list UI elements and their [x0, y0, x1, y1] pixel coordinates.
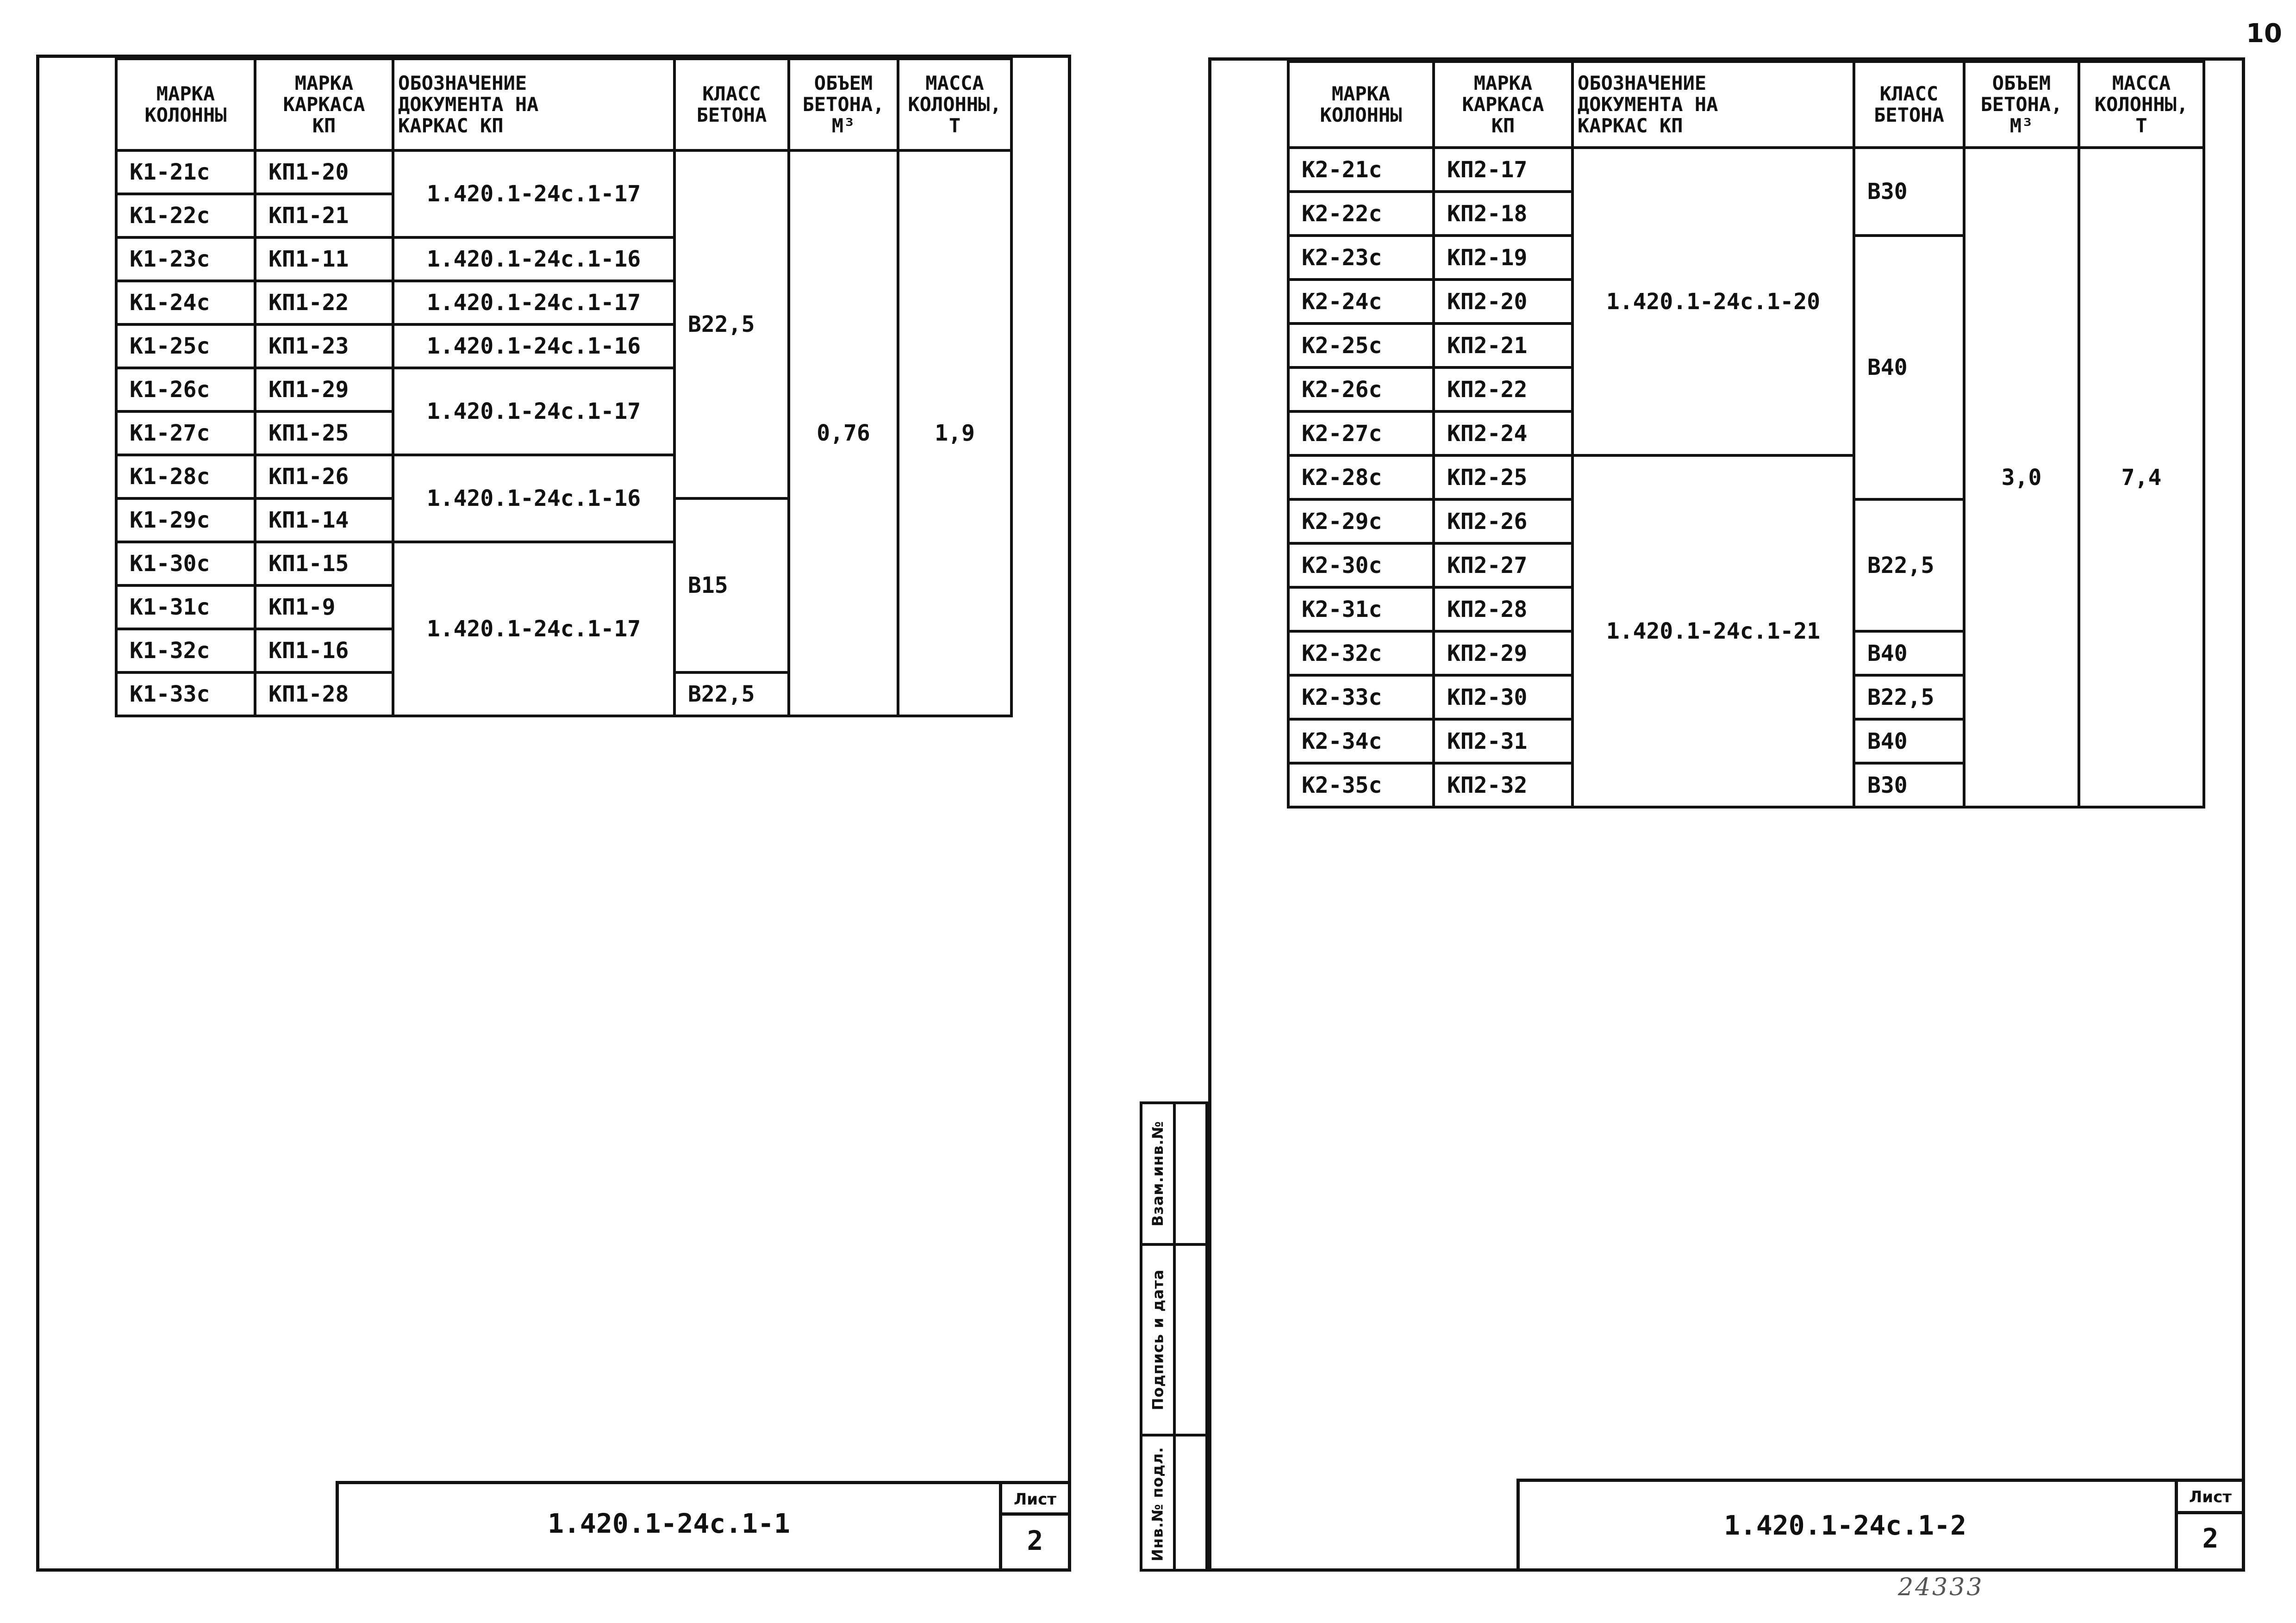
concrete-class: В30: [1854, 763, 1964, 807]
column-mark: К2-23с: [1288, 236, 1434, 280]
frame-mark: КП1-29: [255, 368, 393, 411]
frame-mark: КП2-28: [1434, 587, 1572, 631]
frame-mark: КП1-26: [255, 455, 393, 498]
frame-mark: КП2-17: [1434, 148, 1572, 192]
side-strip-inner-divider: [1173, 1104, 1176, 1569]
frame-mark: КП2-25: [1434, 455, 1572, 499]
column-mark: К1-32с: [116, 629, 255, 672]
column-mark: К2-26с: [1288, 367, 1434, 411]
frame-mark: КП2-19: [1434, 236, 1572, 280]
concrete-class: В22,5: [1854, 499, 1964, 631]
left-sheet-label: Лист: [1014, 1490, 1056, 1509]
concrete-class: В22,5: [1854, 675, 1964, 719]
header-column-mark: МАРКА КОЛОННЫ: [116, 59, 255, 150]
table-row: [1288, 148, 2204, 192]
header-concrete-class: КЛАСС БЕТОНА: [674, 59, 789, 150]
document-designation: 1.420.1-24с.1-16: [393, 455, 674, 542]
column-mark: К2-29с: [1288, 499, 1434, 543]
header-column-mass: МАССА КОЛОННЫ, Т: [2079, 62, 2204, 148]
right-sheet-number: 2: [2202, 1523, 2219, 1554]
side-cell-original-inv: Инв.№ подл.: [1149, 1447, 1167, 1561]
column-mark: К1-33с: [116, 672, 255, 716]
left-sheet-number: 2: [1027, 1525, 1043, 1556]
concrete-class: В40: [1854, 236, 1964, 499]
header-concrete-volume: ОБЪЕМ БЕТОНА, М³: [1964, 62, 2079, 148]
column-mark: К1-28с: [116, 455, 255, 498]
column-mark: К2-35с: [1288, 763, 1434, 807]
column-mark: К1-21с: [116, 150, 255, 194]
column-mass: 7,4: [2079, 148, 2204, 807]
frame-mark: КП2-20: [1434, 280, 1572, 323]
right-sheet-label-divider: [2175, 1511, 2245, 1514]
frame-mark: КП1-20: [255, 150, 393, 194]
table-row: [116, 150, 1011, 194]
document-designation: 1.420.1-24с.1-16: [393, 237, 674, 281]
column-mark: К1-29с: [116, 498, 255, 542]
header-document: ОБОЗНАЧЕНИЕ ДОКУМЕНТА НА КАРКАС КП: [393, 59, 674, 150]
frame-mark: КП2-22: [1434, 367, 1572, 411]
frame-mark: КП1-23: [255, 324, 393, 368]
column-mark: К2-22с: [1288, 192, 1434, 236]
concrete-class: В15: [674, 498, 789, 672]
header-frame-mark: МАРКА КАРКАСА КП: [255, 59, 393, 150]
archive-number: 24333: [1898, 1573, 1984, 1601]
column-mark: К2-31с: [1288, 587, 1434, 631]
column-mark: К2-33с: [1288, 675, 1434, 719]
document-designation: 1.420.1-24с.1-20: [1572, 148, 1854, 455]
side-cell-replacement-inv: Взам.инв.№: [1149, 1120, 1167, 1227]
concrete-volume: 3,0: [1964, 148, 2079, 807]
frame-mark: КП1-16: [255, 629, 393, 672]
side-cell-signature-date: Подпись и дата: [1149, 1269, 1167, 1411]
frame-mark: КП2-26: [1434, 499, 1572, 543]
frame-mark: КП1-25: [255, 411, 393, 455]
column-mark: К1-30с: [116, 542, 255, 585]
document-designation: 1.420.1-24с.1-21: [1572, 455, 1854, 807]
frame-mark: КП1-28: [255, 672, 393, 716]
column-mark: К2-27с: [1288, 411, 1434, 455]
frame-mark: КП2-21: [1434, 323, 1572, 367]
header-column-mark: МАРКА КОЛОННЫ: [1288, 62, 1434, 148]
concrete-class: В40: [1854, 719, 1964, 763]
column-mark: К1-31с: [116, 585, 255, 629]
frame-mark: КП1-21: [255, 194, 393, 237]
frame-mark: КП2-31: [1434, 719, 1572, 763]
document-designation: 1.420.1-24с.1-17: [393, 368, 674, 455]
column-mark: К1-24с: [116, 281, 255, 324]
column-mark: К1-23с: [116, 237, 255, 281]
right-header-row: [1288, 62, 2204, 148]
page-number: 10: [2246, 19, 2282, 49]
header-document: ОБОЗНАЧЕНИЕ ДОКУМЕНТА НА КАРКАС КП: [1572, 62, 1854, 148]
column-mark: К2-24с: [1288, 280, 1434, 323]
left-spec-table: [115, 57, 1013, 717]
column-mark: К1-25с: [116, 324, 255, 368]
right-spec-table: [1287, 60, 2205, 808]
column-mark: К1-27с: [116, 411, 255, 455]
concrete-volume: 0,76: [789, 150, 898, 716]
frame-mark: КП1-15: [255, 542, 393, 585]
frame-mark: КП2-18: [1434, 192, 1572, 236]
document-designation: 1.420.1-24с.1-17: [393, 150, 674, 237]
column-mark: К2-30с: [1288, 543, 1434, 587]
frame-mark: КП1-22: [255, 281, 393, 324]
document-designation: 1.420.1-24с.1-17: [393, 542, 674, 716]
column-mark: К2-32с: [1288, 631, 1434, 675]
right-sheet-label: Лист: [2189, 1488, 2232, 1506]
document-designation: 1.420.1-24с.1-16: [393, 324, 674, 368]
concrete-class: В22,5: [674, 150, 789, 498]
frame-mark: КП2-30: [1434, 675, 1572, 719]
frame-mark: КП1-9: [255, 585, 393, 629]
frame-mark: КП1-14: [255, 498, 393, 542]
frame-mark: КП2-29: [1434, 631, 1572, 675]
concrete-class: В30: [1854, 148, 1964, 236]
concrete-class: В40: [1854, 631, 1964, 675]
column-mark: К1-22с: [116, 194, 255, 237]
side-stamp-strip: [1140, 1101, 1208, 1572]
column-mark: К2-25с: [1288, 323, 1434, 367]
frame-mark: КП1-11: [255, 237, 393, 281]
left-header-row: [116, 59, 1011, 150]
column-mark: К1-26с: [116, 368, 255, 411]
document-designation: 1.420.1-24с.1-17: [393, 281, 674, 324]
header-concrete-class: КЛАСС БЕТОНА: [1854, 62, 1964, 148]
right-sheet-cell-divider: [2175, 1479, 2178, 1572]
frame-mark: КП2-27: [1434, 543, 1572, 587]
frame-mark: КП2-24: [1434, 411, 1572, 455]
column-mark: К2-34с: [1288, 719, 1434, 763]
header-concrete-volume: ОБЪЕМ БЕТОНА, М³: [789, 59, 898, 150]
frame-mark: КП2-32: [1434, 763, 1572, 807]
column-mark: К2-28с: [1288, 455, 1434, 499]
left-stamp-code: 1.420.1-24с.1-1: [548, 1508, 790, 1539]
left-sheet-cell-divider: [999, 1481, 1002, 1572]
column-mark: К2-21с: [1288, 148, 1434, 192]
right-stamp-code: 1.420.1-24с.1-2: [1724, 1510, 1966, 1541]
left-sheet-label-divider: [999, 1512, 1071, 1516]
concrete-class: В22,5: [674, 672, 789, 716]
header-frame-mark: МАРКА КАРКАСА КП: [1434, 62, 1572, 148]
header-column-mass: МАССА КОЛОННЫ, Т: [898, 59, 1011, 150]
column-mass: 1,9: [898, 150, 1011, 716]
